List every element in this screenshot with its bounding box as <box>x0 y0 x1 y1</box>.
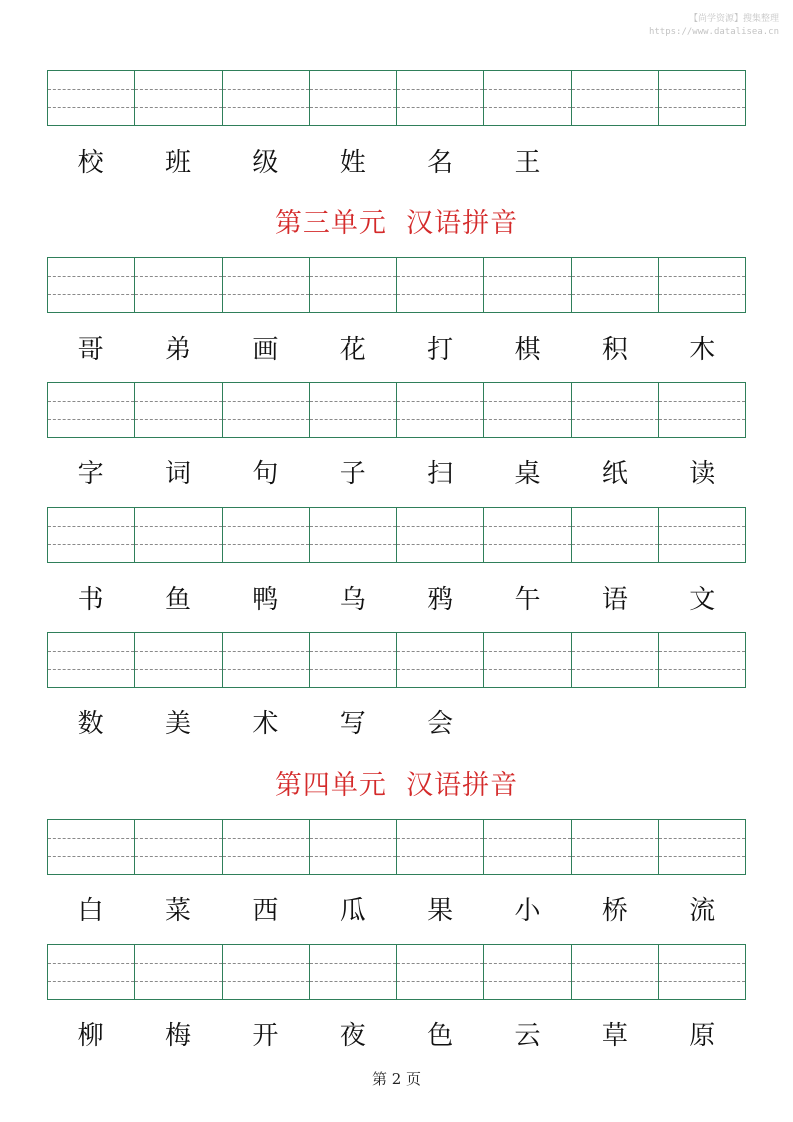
grid-cell <box>135 820 222 874</box>
chinese-character: 桥 <box>601 896 628 926</box>
grid-cell <box>659 820 745 874</box>
character-row <box>47 333 746 367</box>
chinese-character: 木 <box>689 335 716 365</box>
chinese-character: 花 <box>339 335 366 365</box>
chinese-character: 开 <box>252 1021 279 1051</box>
grid-cell <box>135 508 222 562</box>
grid-cell <box>223 71 310 125</box>
chinese-character: 班 <box>165 148 192 178</box>
grid-cell <box>484 383 571 437</box>
chinese-character: 梅 <box>165 1021 192 1051</box>
chinese-character: 鱼 <box>165 585 192 615</box>
grid-cell <box>310 633 397 687</box>
grid-cell <box>397 383 484 437</box>
grid-cell <box>223 508 310 562</box>
grid-cell <box>310 383 397 437</box>
chinese-character: 子 <box>339 459 366 489</box>
chinese-character: 午 <box>514 585 541 615</box>
grid-cell <box>397 508 484 562</box>
page-number: 第 2 页 <box>371 1070 422 1088</box>
grid-cell <box>572 258 659 312</box>
chinese-character: 字 <box>77 459 104 489</box>
character-row <box>47 457 746 491</box>
chinese-character: 数 <box>77 709 104 739</box>
chinese-character: 纸 <box>601 459 628 489</box>
chinese-character: 王 <box>514 148 541 178</box>
pinyin-writing-grid <box>47 382 746 438</box>
grid-cell <box>659 71 745 125</box>
grid-cell <box>223 383 310 437</box>
grid-cell <box>484 820 571 874</box>
chinese-character: 流 <box>689 896 716 926</box>
chinese-character: 句 <box>252 459 279 489</box>
chinese-character: 色 <box>427 1021 454 1051</box>
grid-cell <box>310 508 397 562</box>
grid-cell <box>310 820 397 874</box>
grid-cell <box>48 820 135 874</box>
grid-cell <box>223 945 310 999</box>
pinyin-writing-grid <box>47 944 746 1000</box>
chinese-character: 画 <box>252 335 279 365</box>
pinyin-writing-grid <box>47 70 746 126</box>
grid-cell <box>48 508 135 562</box>
pinyin-writing-grid <box>47 507 746 563</box>
grid-cell <box>223 258 310 312</box>
pinyin-writing-grid <box>47 257 746 313</box>
chinese-character: 菜 <box>165 896 192 926</box>
grid-cell <box>48 633 135 687</box>
grid-cell <box>310 258 397 312</box>
grid-cell <box>397 71 484 125</box>
grid-cell <box>484 71 571 125</box>
grid-cell <box>484 633 571 687</box>
grid-cell <box>223 633 310 687</box>
watermark-line-1: 【尚学资源】搜集整理 <box>688 14 779 24</box>
chinese-character: 哥 <box>77 335 104 365</box>
chinese-character: 术 <box>252 709 279 739</box>
chinese-character: 姓 <box>339 148 366 178</box>
chinese-character: 书 <box>77 585 104 615</box>
character-row <box>47 146 746 180</box>
grid-cell <box>397 258 484 312</box>
chinese-character: 西 <box>252 896 279 926</box>
grid-cell <box>48 383 135 437</box>
chinese-character: 积 <box>601 335 628 365</box>
grid-cell <box>135 258 222 312</box>
grid-cell <box>397 945 484 999</box>
chinese-character: 扫 <box>427 459 454 489</box>
grid-cell <box>48 71 135 125</box>
grid-cell <box>572 945 659 999</box>
section-title-unit-3: 第三单元 汉语拼音 <box>274 208 519 239</box>
grid-cell <box>48 258 135 312</box>
chinese-character: 美 <box>165 709 192 739</box>
grid-cell <box>135 383 222 437</box>
pinyin-writing-grid <box>47 819 746 875</box>
grid-cell <box>484 258 571 312</box>
grid-cell <box>659 945 745 999</box>
grid-cell <box>572 508 659 562</box>
chinese-character: 级 <box>252 148 279 178</box>
chinese-character: 语 <box>601 585 628 615</box>
chinese-character: 名 <box>427 148 454 178</box>
grid-cell <box>484 945 571 999</box>
grid-cell <box>572 383 659 437</box>
grid-cell <box>659 508 745 562</box>
chinese-character: 桌 <box>514 459 541 489</box>
chinese-character: 原 <box>689 1021 716 1051</box>
chinese-character: 棋 <box>514 335 541 365</box>
chinese-character: 乌 <box>339 585 366 615</box>
grid-cell <box>659 633 745 687</box>
chinese-character: 弟 <box>165 335 192 365</box>
grid-cell <box>397 820 484 874</box>
grid-cell <box>310 71 397 125</box>
chinese-character: 打 <box>427 335 454 365</box>
character-row <box>47 707 746 741</box>
grid-cell <box>135 945 222 999</box>
grid-cell <box>659 383 745 437</box>
chinese-character: 果 <box>427 896 454 926</box>
grid-cell <box>659 258 745 312</box>
grid-cell <box>223 820 310 874</box>
character-row <box>47 1019 746 1053</box>
grid-cell <box>48 945 135 999</box>
character-row <box>47 583 746 617</box>
watermark <box>649 13 779 39</box>
chinese-character: 写 <box>339 709 366 739</box>
chinese-character: 柳 <box>77 1021 104 1051</box>
section-title-unit-4: 第四单元 汉语拼音 <box>274 770 519 801</box>
grid-cell <box>135 71 222 125</box>
grid-cell <box>484 508 571 562</box>
grid-cell <box>572 820 659 874</box>
watermark-line-2: https://www.datalisea.cn <box>648 27 779 37</box>
chinese-character: 小 <box>514 896 541 926</box>
chinese-character: 白 <box>77 896 104 926</box>
grid-cell <box>310 945 397 999</box>
chinese-character: 鸦 <box>427 585 454 615</box>
grid-cell <box>572 71 659 125</box>
character-row <box>47 894 746 928</box>
pinyin-writing-grid <box>47 632 746 688</box>
chinese-character: 读 <box>689 459 716 489</box>
grid-cell <box>397 633 484 687</box>
grid-cell <box>135 633 222 687</box>
chinese-character: 鸭 <box>252 585 279 615</box>
chinese-character: 会 <box>427 709 454 739</box>
chinese-character: 校 <box>77 148 104 178</box>
chinese-character: 文 <box>689 585 716 615</box>
chinese-character: 词 <box>165 459 192 489</box>
grid-cell <box>572 633 659 687</box>
chinese-character: 夜 <box>339 1021 366 1051</box>
chinese-character: 云 <box>514 1021 541 1051</box>
chinese-character: 草 <box>601 1021 628 1051</box>
chinese-character: 瓜 <box>339 896 366 926</box>
